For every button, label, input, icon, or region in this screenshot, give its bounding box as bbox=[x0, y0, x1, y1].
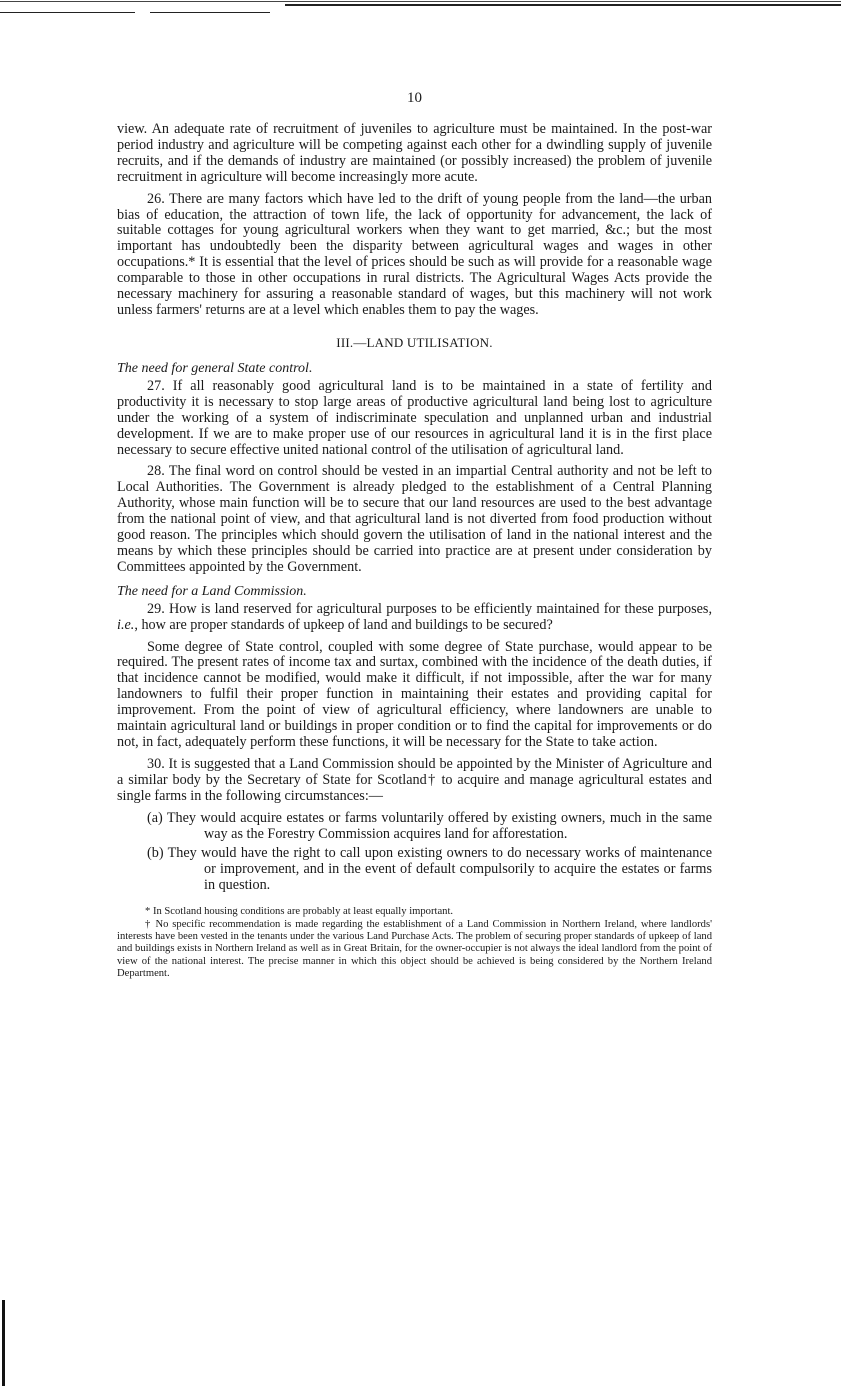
paragraph-29-rest: , how are proper standards of upkeep of land and buildings to be secured? bbox=[134, 616, 553, 633]
scan-rule-right bbox=[285, 4, 841, 6]
paragraph-29-lead: 29. How is land reserved for agricultural purposes to be efficiently maintained for these purposes, bbox=[147, 600, 712, 617]
paragraph-30: 30. It is suggested that a Land Commission should be appointed by the Minister of Agriculture and a similar body by the Secretary of State for Scotland† to acquire and manage agricultural estates and single farms in the following circumstances:— bbox=[117, 755, 712, 804]
footnote-asterisk: * In Scotland housing conditions are probably at least equally important. bbox=[145, 906, 454, 918]
paragraph-28: 28. The final word on control should be vested in an impartial Central authority and not be left to Local Authorities. The Government is already pledged to the establishment of a Central Planning Authority, whose main function will be to secure that our land resources are used to the best advantage from the national point of view, and that agricultural land is not diverted from food production without good reason. The principles which should govern the utilisation of land in the national interest and the means by which these principles should be carried into practice are at present under consideration by Committees appointed by the Government. bbox=[117, 463, 712, 575]
page-number: 10 bbox=[407, 90, 422, 106]
list-item-b bbox=[117, 846, 712, 894]
list-item-label: (b) bbox=[147, 845, 164, 862]
scan-rule-mid bbox=[150, 12, 270, 13]
paragraph-29-ie: i.e. bbox=[117, 616, 135, 633]
paragraph-26: 26. There are many factors which have led to the drift of young people from the land—the urban bias of education, the attraction of town life, the lack of opportunity for advancement, the lack of suitable cottages for young agricultural workers when they want to get married, &c.; but the most important has undoubtedly been the disparity between agricultural wages and wages in other occupations.* It is essential that the level of prices should be such as will provide for a reasonable wage comparable to those in other occupations in rural districts. The Agricultural Wages Acts provide the necessary machinery for assuring a reasonable standard of wages, but this machinery will not work unless farmers' returns are at a level which enables them to pay the wages. bbox=[117, 190, 712, 318]
scan-rule-top bbox=[0, 1, 841, 2]
paragraph-29-continued: Some degree of State control, coupled with some degree of State purchase, would appear to be required. The present rates of income tax and surtax, combined with the incidence of the death duties, if that incidence cannot be modified, would make it difficult, if not impossible, after the war for many landowners to fulfil their proper function in maintaining their estates and providing capital for improvement. From the point of view of agricultural efficiency, where landowners are unable to maintain agricultural land or buildings in proper condition or to find the capital for improvements or do not, in fact, adequately perform these functions, it will be necessary for the State to take action. bbox=[117, 638, 712, 750]
paragraph-27: 27. If all reasonably good agricultural land is to be maintained in a state of fertility and productivity it is necessary to stop large areas of productive agricultural land being lost to agriculture under the working of a system of indiscriminate speculation and unplanned urban and industrial development. If we are to make proper use of our resources in agricultural land it is in the first place necessary to secure effective united national control of the utilisation of agricultural land. bbox=[117, 377, 712, 458]
section-heading: III.—LAND UTILISATION. bbox=[336, 334, 493, 350]
list-item-a bbox=[117, 811, 712, 843]
scan-rule-short bbox=[0, 12, 135, 13]
list-item-text: They would acquire estates or farms voluntarily offered by existing owners, much in the same way as the Forestry Commission acquires land for afforestation. bbox=[166, 809, 713, 842]
paragraph-29 bbox=[117, 602, 712, 634]
document-page bbox=[117, 90, 712, 981]
paragraph-continued: view. An adequate rate of recruitment of juveniles to agriculture must be maintained. In the post-war period industry and agriculture will be competing against each other for a dwindling supply of juvenile recruits, and if the demands of industry are maintained (or possibly increased) the problem of juvenile recruitment in agriculture will become increasingly more acute. bbox=[117, 121, 712, 185]
subheading-state-control: The need for general State control. bbox=[117, 360, 313, 376]
scan-edge-shadow bbox=[2, 1300, 5, 1386]
footnote-dagger: † No specific recommendation is made regarding the establishment of a Land Commission in Northern Ireland, where landlords' interests have been vested in the tenants under the various Land Purchase Acts. The problem of securing proper standards of upkeep of land and buildings exists in Northern Ireland as well as in Great Britain, for the owner-occupier is not always the ideal landlord from the point of view of the national interest. The precise manner in which this object should be achieved is being considered by the Northern Ireland Department. bbox=[117, 918, 712, 980]
list-item-label: (a) bbox=[147, 809, 163, 826]
list-item-text: They would have the right to call upon existing owners to do necessary works of maintenance or improvement, and in the event of default compulsorily to acquire the estates or farms in question. bbox=[167, 845, 712, 894]
subheading-land-commission: The need for a Land Commission. bbox=[117, 583, 307, 599]
footnotes bbox=[117, 906, 712, 980]
